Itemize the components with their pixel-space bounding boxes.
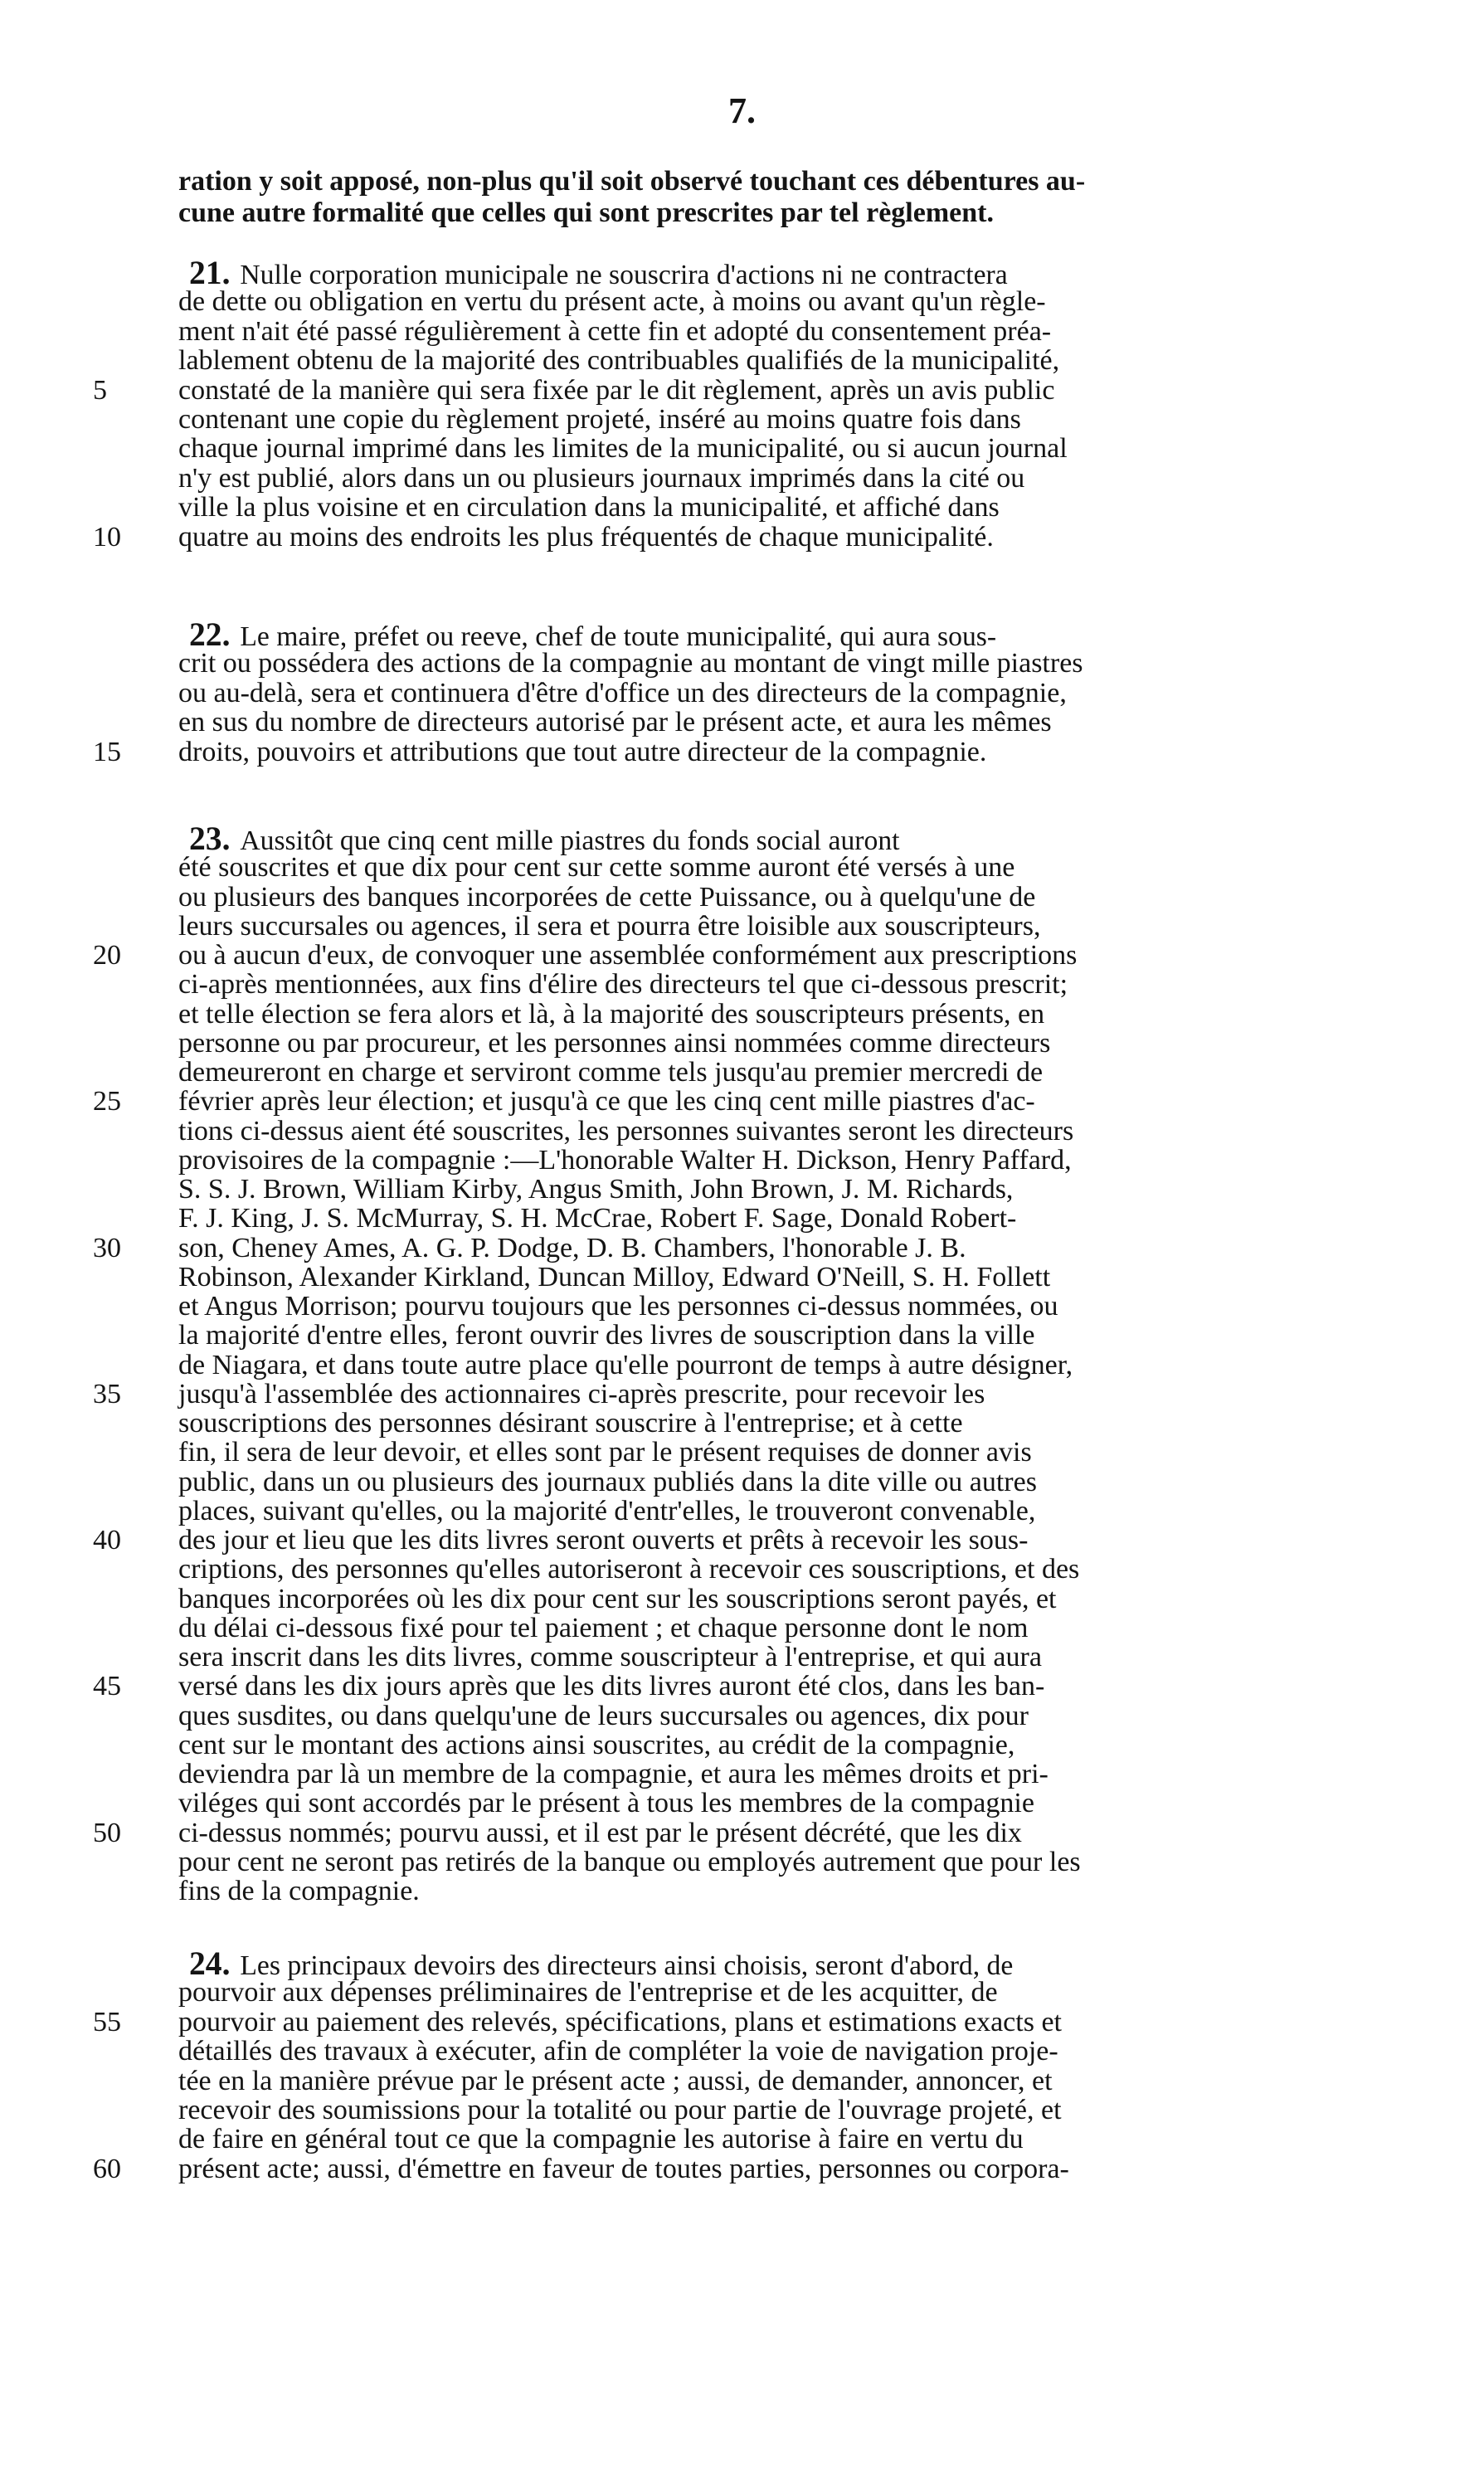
- text-line: [178, 345, 1207, 377]
- line-text: viléges qui sont accordés par le présent à tous les membres de la compagnie: [178, 1788, 1034, 1819]
- line-text: pourvoir au paiement des relevés, spécifications, plans et estimations exacts et: [178, 2006, 1062, 2037]
- text-line: [178, 1730, 1207, 1761]
- line-text: ci-après mentionnées, aux fins d'élire des directeurs tel que ci-dessous prescrit;: [178, 969, 1068, 1000]
- line-text: Le maire, préfet ou reeve, chef de toute municipalité, qui aura sous-: [240, 621, 997, 652]
- margin-line-number: 20: [93, 940, 121, 971]
- line-text: de dette ou obligation en vertu du présent acte, à moins ou avant qu'un règle-: [178, 286, 1046, 318]
- line-text: de Niagara, et dans toute autre place qu'elle pourront de temps à autre désigner,: [178, 1349, 1073, 1380]
- margin-line-number: 60: [93, 2153, 121, 2184]
- line-text: versé dans les dix jours après que les dits livres auront été clos, dans les ban-: [178, 1671, 1045, 1702]
- text-line: [178, 1174, 1207, 1205]
- line-text: de faire en général tout ce que la compagnie les autorise à faire en vertu du: [178, 2124, 1024, 2155]
- text-line: [178, 1320, 1207, 1351]
- text-line: [178, 1437, 1207, 1468]
- section-number: 21.: [189, 254, 231, 291]
- text-line: [178, 1145, 1207, 1176]
- text-line: [178, 1613, 1207, 1644]
- text-line: [178, 463, 1207, 494]
- text-line: [178, 375, 1207, 407]
- text-line: [189, 616, 1207, 653]
- text-line: [178, 2124, 1207, 2155]
- line-text: son, Cheney Ames, A. G. P. Dodge, D. B. Chambers, l'honorable J. B.: [178, 1232, 966, 1263]
- text-line: [178, 2095, 1207, 2126]
- line-text: et telle élection se fera alors et là, à la majorité des souscripteurs présents, en: [178, 998, 1045, 1030]
- text-line: [178, 852, 1207, 884]
- margin-line-number: 10: [93, 521, 121, 553]
- text-line: [178, 1379, 1207, 1410]
- line-text: Nulle corporation municipale ne souscrira d'actions ni ne contractera: [240, 260, 1008, 290]
- line-text: demeureront en charge et serviront comme tels jusqu'au premier mercredi de: [178, 1057, 1044, 1088]
- text-line: [178, 707, 1207, 738]
- text-line: [178, 1554, 1207, 1585]
- text-line: [178, 1203, 1207, 1234]
- margin-line-number: 15: [93, 736, 121, 767]
- line-text: fin, il sera de leur devoir, et elles sont par le présent requises de donner avis: [178, 1437, 1032, 1468]
- line-text: leurs succursales ou agences, il sera et pourra être loisible aux souscripteurs,: [178, 910, 1041, 942]
- section-number: 23.: [189, 820, 231, 857]
- text-line: [178, 1233, 1207, 1264]
- text-line: [178, 492, 1207, 523]
- text-line: [178, 999, 1207, 1030]
- text-line: [178, 1584, 1207, 1615]
- line-text: chaque journal imprimé dans les limites de la municipalité, ou si aucun journal: [178, 433, 1068, 465]
- line-text: ci-dessus nommés; pourvu aussi, et il est par le présent décrété, que les dix: [178, 1817, 1022, 1848]
- section-number: 24.: [189, 1945, 231, 1982]
- line-text: quatre au moins des endroits les plus fréquentés de chaque municipalité.: [178, 521, 994, 553]
- line-text: des jour et lieu que les dits livres seront ouverts et prêts à recevoir les sous-: [178, 1525, 1029, 1555]
- line-text: en sus du nombre de directeurs autorisé par le présent acte, et aura les mêmes: [178, 707, 1052, 738]
- line-text: S. S. J. Brown, William Kirby, Angus Smith, John Brown, J. M. Richards,: [178, 1174, 1014, 1205]
- line-text: ou plusieurs des banques incorporées de cette Puissance, ou à quelqu'une de: [178, 881, 1036, 913]
- line-text: ville la plus voisine et en circulation dans la municipalité, et affiché dans: [178, 492, 1000, 523]
- text-line: [178, 286, 1207, 318]
- line-text: personne ou par procureur, et les personnes ainsi nommées comme directeurs: [178, 1027, 1051, 1059]
- line-text: lablement obtenu de la majorité des contribuables qualifiés de la municipalité,: [178, 345, 1060, 377]
- margin-line-number: 40: [93, 1525, 121, 1555]
- text-line: [178, 1496, 1207, 1527]
- line-text: deviendra par là un membre de la compagnie, et aura les mêmes droits et pri-: [178, 1759, 1049, 1789]
- text-line: [178, 737, 1207, 768]
- line-text: ques susdites, ou dans quelqu'une de leurs succursales ou agences, dix pour: [178, 1700, 1029, 1731]
- text-line: [178, 882, 1207, 913]
- line-text: criptions, des personnes qu'elles autoriseront à recevoir ces souscriptions, et des: [178, 1554, 1080, 1585]
- margin-line-number: 45: [93, 1671, 121, 1702]
- text-line: [178, 2154, 1207, 2185]
- text-line: [178, 678, 1207, 709]
- line-text: pourvoir aux dépenses préliminaires de l'entreprise et de les acquitter, de: [178, 1977, 998, 2008]
- line-text: février après leur élection; et jusqu'à ce que les cinq cent mille piastres d'ac-: [178, 1086, 1035, 1117]
- line-text: droits, pouvoirs et attributions que tout autre directeur de la compagnie.: [178, 736, 987, 767]
- text-line: [178, 1818, 1207, 1849]
- line-text: recevoir des soumissions pour la totalité ou pour partie de l'ouvrage projeté, et: [178, 2095, 1062, 2125]
- line-text: n'y est publié, alors dans un ou plusieurs journaux imprimés dans la cité ou: [178, 462, 1025, 494]
- line-text: du délai ci-dessous fixé pour tel paiement ; et chaque personne dont le nom: [178, 1612, 1029, 1643]
- line-text: ou à aucun d'eux, de convoquer une assemblée conformément aux prescriptions: [178, 940, 1078, 971]
- text-line: [178, 433, 1207, 465]
- text-line: [189, 820, 1207, 857]
- line-text: F. J. King, J. S. McMurray, S. H. McCrae, Robert F. Sage, Donald Robert-: [178, 1203, 1017, 1234]
- text-line: [178, 1525, 1207, 1556]
- line-text: détaillés des travaux à exécuter, afin de compléter la voie de navigation proje-: [178, 2036, 1058, 2067]
- text-line: [178, 1467, 1207, 1498]
- line-text: cent sur le montant des actions ainsi souscrites, au crédit de la compagnie,: [178, 1729, 1015, 1760]
- line-text: fins de la compagnie.: [178, 1876, 420, 1906]
- line-text: la majorité d'entre elles, feront ouvrir des livres de souscription dans la ville: [178, 1320, 1035, 1351]
- text-line: [178, 1788, 1207, 1819]
- text-line: [178, 2066, 1207, 2097]
- text-line: [178, 1671, 1207, 1702]
- margin-line-number: 35: [93, 1378, 121, 1409]
- line-text: Les principaux devoirs des directeurs ainsi choisis, seront d'abord, de: [240, 1950, 1014, 1981]
- line-text: pour cent ne seront pas retirés de la banque ou employés autrement que pour les: [178, 1846, 1081, 1877]
- text-line: [178, 1028, 1207, 1059]
- text-line: [178, 1759, 1207, 1790]
- text-line: [178, 1847, 1207, 1878]
- line-text: été souscrites et que dix pour cent sur cette somme auront été versés à une: [178, 852, 1015, 884]
- text-line: [178, 648, 1207, 679]
- line-text: places, suivant qu'elles, ou la majorité d'entr'elles, le trouveront convenable,: [178, 1495, 1036, 1526]
- text-line: [178, 1262, 1207, 1293]
- text-line: [178, 522, 1207, 553]
- line-text: Aussitôt que cinq cent mille piastres du fonds social auront: [240, 825, 900, 856]
- text-line: [178, 940, 1207, 971]
- text-line: [178, 404, 1207, 436]
- text-line: [178, 1408, 1207, 1439]
- margin-line-number: 55: [93, 2006, 121, 2037]
- text-line: [178, 1291, 1207, 1322]
- text-line: [189, 1945, 1207, 1982]
- text-line: [178, 2007, 1207, 2038]
- line-text: sera inscrit dans les dits livres, comme souscripteur à l'entreprise, et qui aura: [178, 1642, 1042, 1672]
- line-text: ration y soit apposé, non-plus qu'il soit observé touchant ces débentures au-: [178, 166, 1086, 197]
- text-line: [178, 1642, 1207, 1673]
- text-line: [178, 1086, 1207, 1117]
- text-line: [178, 197, 1207, 229]
- text-line: [178, 1350, 1207, 1381]
- text-line: [178, 1116, 1207, 1147]
- line-text: ment n'ait été passé régulièrement à cette fin et adopté du consentement préa-: [178, 315, 1052, 347]
- margin-line-number: 25: [93, 1086, 121, 1117]
- text-line: [178, 1057, 1207, 1088]
- line-text: crit ou possédera des actions de la compagnie au montant de vingt mille piastres: [178, 648, 1083, 679]
- text-line: [178, 1876, 1207, 1907]
- margin-line-number: 30: [93, 1232, 121, 1263]
- text-line: [178, 1977, 1207, 2008]
- line-text: banques incorporées où les dix pour cent sur les souscriptions seront payés, et: [178, 1583, 1057, 1614]
- line-text: constaté de la manière qui sera fixée par le dit règlement, après un avis public: [178, 374, 1055, 406]
- text-line: [178, 911, 1207, 942]
- line-text: contenant une copie du règlement projeté, inséré au moins quatre fois dans: [178, 404, 1021, 435]
- text-line: [178, 166, 1207, 197]
- line-text: cune autre formalité que celles qui sont prescrites par tel règlement.: [178, 197, 994, 228]
- line-text: souscriptions des personnes désirant souscrire à l'entreprise; et à cette: [178, 1408, 963, 1439]
- line-text: jusqu'à l'assemblée des actionnaires ci-après prescrite, pour recevoir les: [178, 1378, 985, 1409]
- text-line: [178, 1701, 1207, 1732]
- text-line: [178, 316, 1207, 348]
- page-number: 7.: [728, 90, 756, 131]
- line-text: et Angus Morrison; pourvu toujours que les personnes ci-dessus nommées, ou: [178, 1291, 1058, 1322]
- line-text: public, dans un ou plusieurs des journaux publiés dans la dite ville ou autres: [178, 1466, 1037, 1497]
- section-number: 22.: [189, 616, 231, 653]
- margin-line-number: 50: [93, 1817, 121, 1848]
- line-text: présent acte; aussi, d'émettre en faveur de toutes parties, personnes ou corpora-: [178, 2153, 1069, 2184]
- text-line: [178, 2036, 1207, 2067]
- text-line: [189, 254, 1207, 291]
- margin-line-number: 5: [93, 374, 107, 406]
- line-text: Robinson, Alexander Kirkland, Duncan Milloy, Edward O'Neill, S. H. Follett: [178, 1261, 1051, 1293]
- line-text: ou au-delà, sera et continuera d'être d'office un des directeurs de la compagnie,: [178, 677, 1067, 708]
- line-text: tions ci-dessus aient été souscrites, les personnes suivantes seront les directeurs: [178, 1115, 1074, 1147]
- line-text: provisoires de la compagnie :—L'honorable Walter H. Dickson, Henry Paffard,: [178, 1144, 1072, 1176]
- text-line: [178, 969, 1207, 1000]
- line-text: tée en la manière prévue par le présent acte ; aussi, de demander, annoncer, et: [178, 2065, 1053, 2096]
